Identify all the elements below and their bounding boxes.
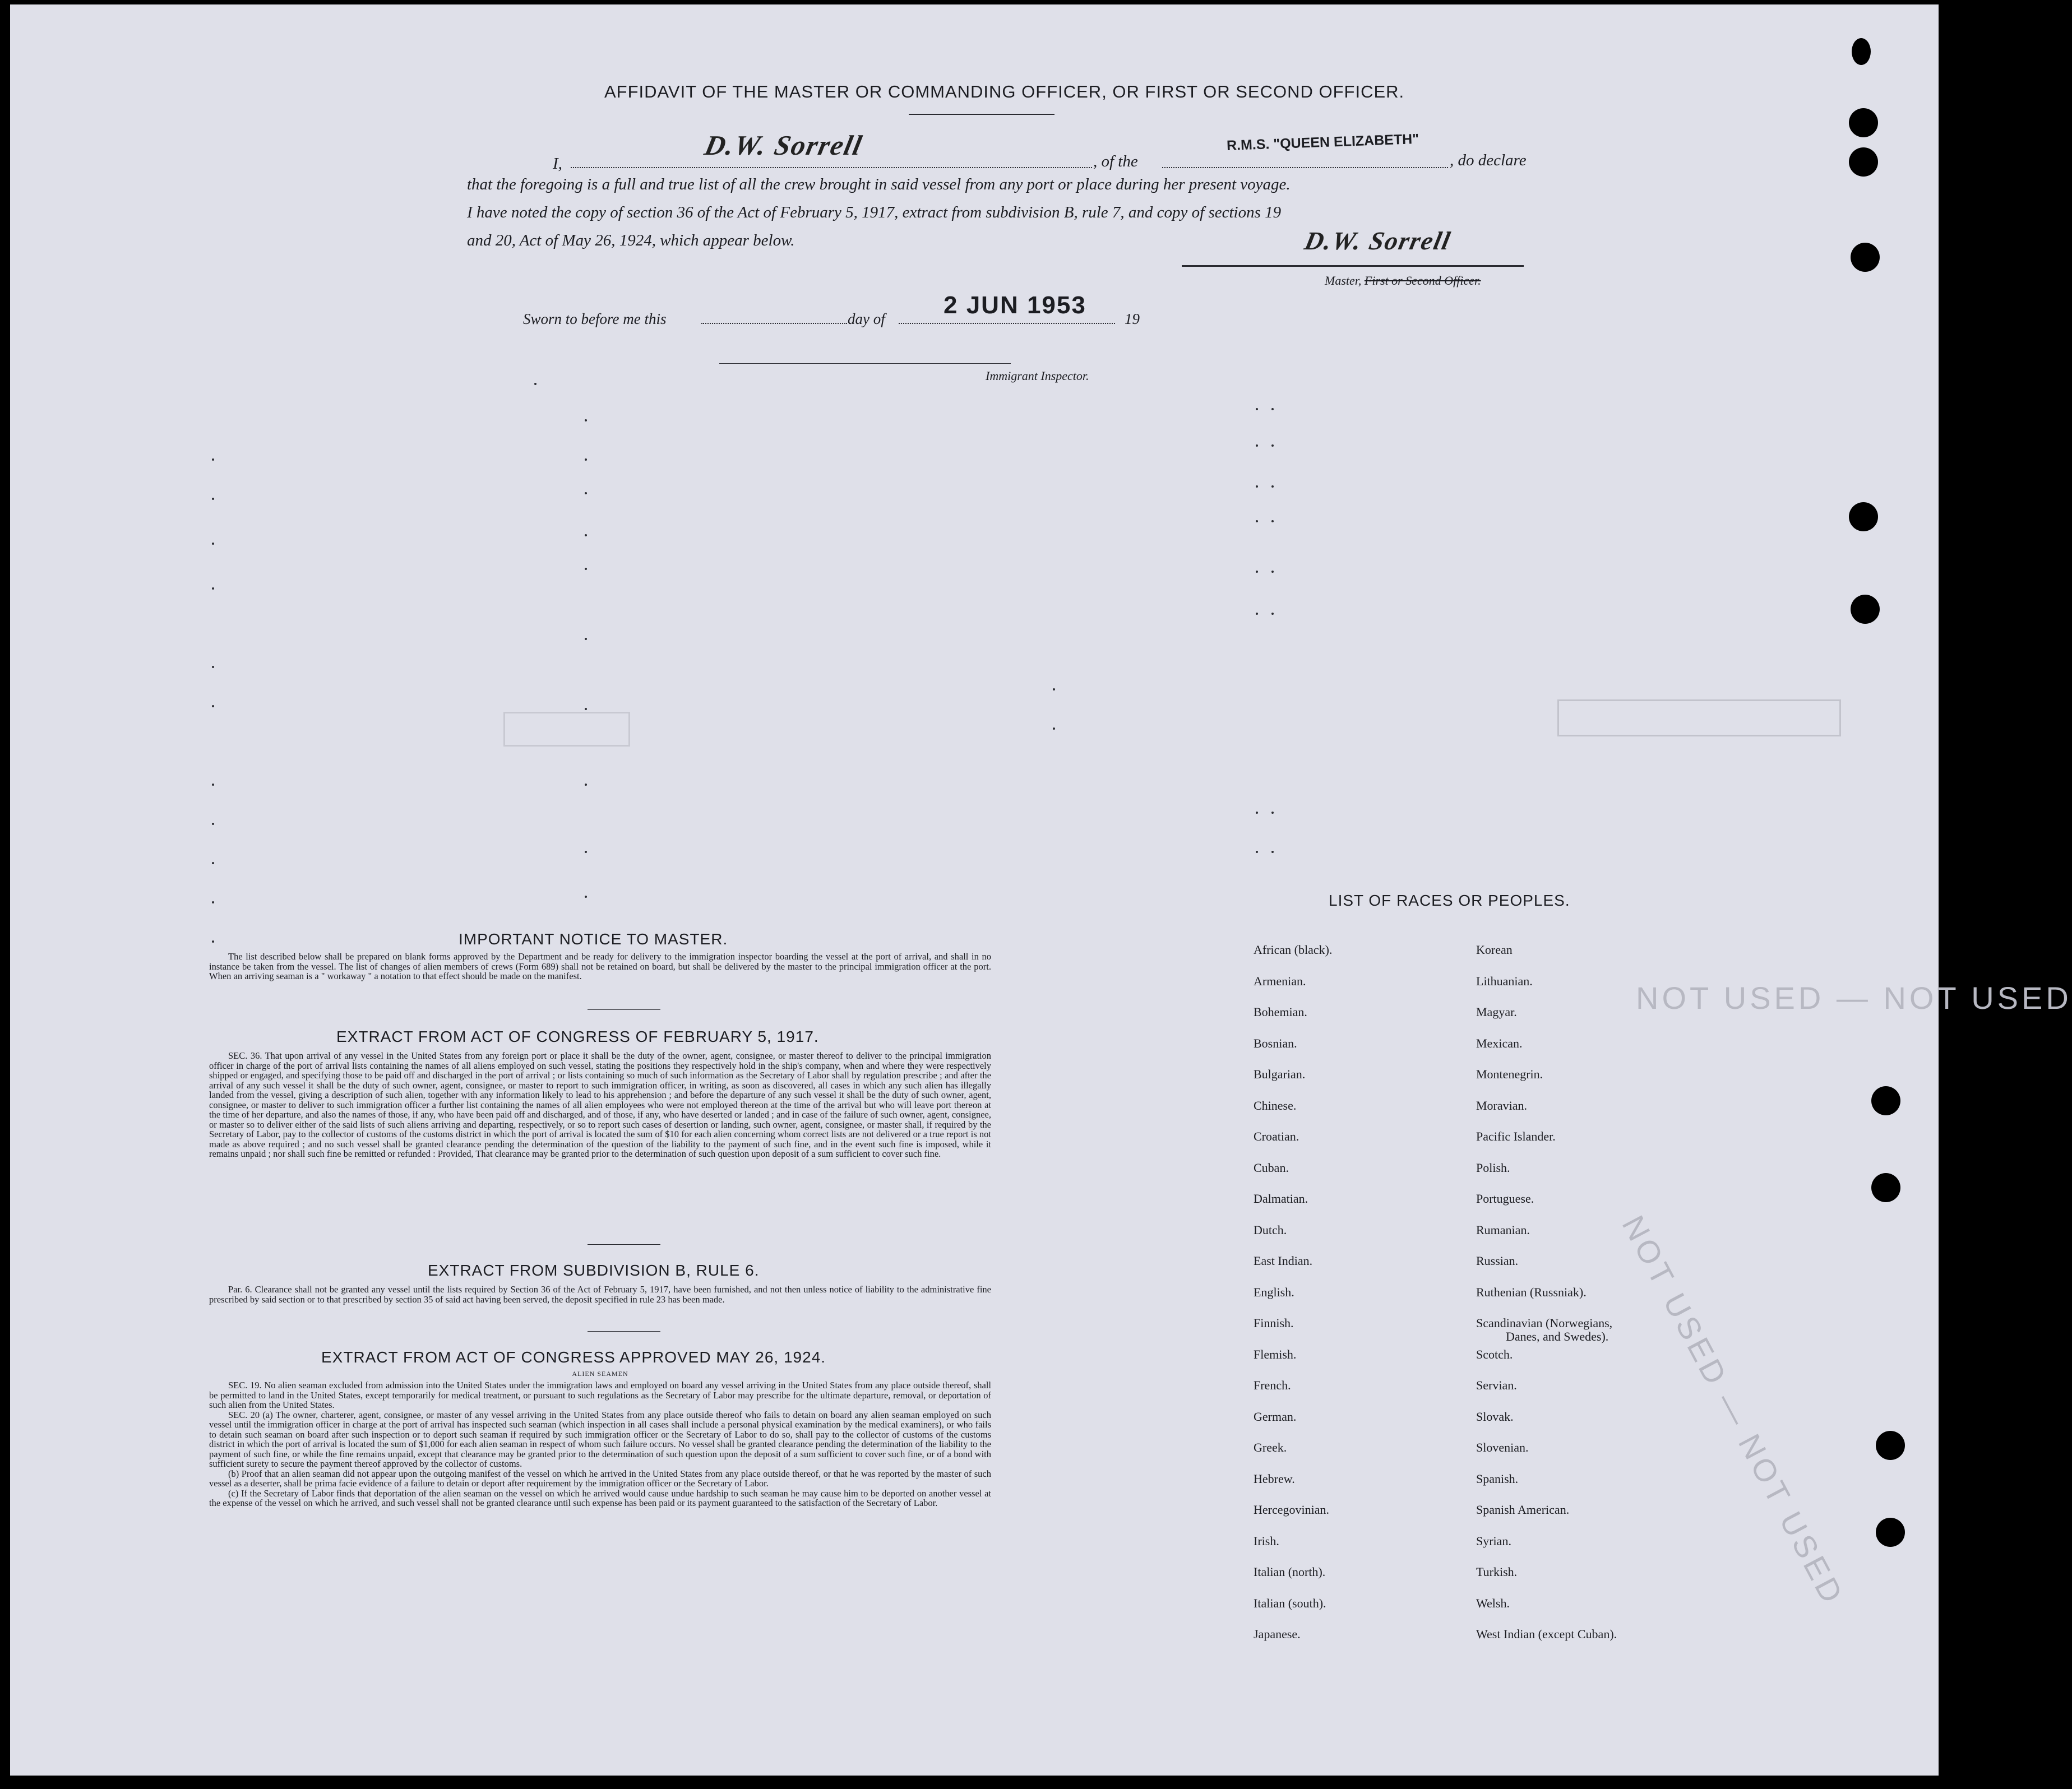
race-item: Dalmatian. (1254, 1192, 1308, 1206)
guide-dot (585, 784, 587, 786)
punch-hole (1852, 38, 1871, 65)
do-declare-label: , do declare (1450, 151, 1527, 169)
rule6-paragraph: Par. 6. Clearance shall not be granted any vessel until the lists required by Section 36 of the Act of February 5, 1917, have been furnished, and not then unless notice of liability to the administrative fine prescribed by said section or to that prescribed by section 35 of said act having been served, the deposit specified in rule 23 has been made. (209, 1284, 991, 1305)
race-item: German. (1254, 1409, 1297, 1424)
guide-dot (585, 708, 587, 710)
document-sheet (10, 4, 2072, 1776)
race-item: Moravian. (1476, 1098, 1528, 1113)
guide-dot (585, 534, 587, 536)
race-item: Portuguese. (1476, 1192, 1534, 1206)
race-item: Bosnian. (1254, 1036, 1297, 1050)
races-title: LIST OF RACES OR PEOPLES. (1329, 892, 1570, 909)
race-item: West Indian (except Cuban). (1476, 1627, 1617, 1641)
race-item: Cuban. (1254, 1160, 1289, 1175)
struck-officer-roles: First or Second Officer. (1364, 274, 1481, 288)
race-item: Hebrew. (1254, 1471, 1295, 1486)
guide-dot (212, 940, 214, 943)
race-item: Italian (north). (1254, 1565, 1326, 1579)
vessel-name-stamp: R.M.S. "QUEEN ELIZABETH" (1226, 131, 1419, 154)
guide-dot (1256, 613, 1258, 615)
section-20b-paragraph: (b) Proof that an alien seaman did not appear upon the outgoing manifest of the vessel on which he arrived in the United States from any place outside thereof, or that he was reported by the master of such vessel as a deserter, shall be prima facie evidence of a failure to detain or deport after requirement by the immigration officer or the Secretary of Labor. (209, 1468, 991, 1489)
race-item: Flemish. (1254, 1347, 1297, 1361)
guide-dot (212, 543, 214, 545)
race-item: Welsh. (1476, 1596, 1510, 1610)
race-item: Magyar. (1476, 1005, 1517, 1019)
master-signature: D.W. Sorrell (1302, 226, 1454, 255)
section-20a-paragraph: SEC. 20 (a) The owner, charterer, agent, consignee, or master of any vessel arriving in the United States from any place outside thereof who fails to detain on board any alien seaman employed on such vessel until the immigration officer in charge at the port of arrival has inspected such seaman (which inspection in all cases shall include a personal physical examination by the medical examiners), or who fails to detain such seaman on board after such inspection or to deport such seaman if required by such immigration officer or the Secretary of Labor to do so, shall pay to the collector of customs of the customs district in which the port of arrival is located the sum of $1,000 for each alien seaman in respect of whom such failure occurs. No vessel shall be granted clearance pending the determination of the liability to the payment of such fine, or while the fine remains unpaid, except that clearance may be granted prior to the determination of such question upon the deposit of a sum sufficient to cover such fine, or of a bond with sufficient surety to secure the payment thereof approved by the collector of customs. (209, 1409, 991, 1469)
race-item: Russian. (1476, 1254, 1519, 1268)
notice-title: IMPORTANT NOTICE TO MASTER. (459, 930, 728, 948)
race-item: Hercegovinian. (1254, 1503, 1329, 1517)
master-label: Master, (1325, 274, 1362, 288)
race-item: Mexican. (1476, 1036, 1523, 1050)
race-item: Spanish American. (1476, 1503, 1570, 1517)
extract-1924-body (209, 1380, 991, 1508)
race-item: Rumanian. (1476, 1222, 1530, 1237)
date-stamp: 2 JUN 1953 (943, 291, 1086, 319)
guide-dot (212, 784, 214, 786)
declaration-line-1: that the foregoing is a full and true list of all the crew brought in said vessel from any port or place during her present voyage. (467, 175, 1291, 193)
race-item: Korean (1476, 943, 1513, 957)
sworn-month-line (899, 323, 1115, 324)
guide-dot (585, 896, 587, 898)
race-item: African (black). (1254, 943, 1333, 957)
declarant-name-line (571, 167, 1092, 168)
guide-dot (1271, 613, 1274, 615)
punch-hole (1871, 1173, 1900, 1202)
guide-dot (1053, 727, 1055, 730)
section-19-paragraph: SEC. 19. No alien seaman excluded from admission into the United States under the immigration laws and employed on board any vessel arriving in the United States from any place outside thereof, shall be permitted to land in the United States, except temporarily for medical treatment, or pursuant to such regulations as the Secretary of Labor may prescribe for the ultimate departure, removal, or deportation of such alien from the United States. (209, 1380, 991, 1410)
guide-dot (534, 383, 536, 385)
section-20c-paragraph: (c) If the Secretary of Labor finds that deportation of the alien seaman on the vessel on which he arrived would cause undue hardship to such seaman he may cause him to be deported on another vessel at the expense of the vessel on which he arrived, and such vessel shall not be granted clearance until such expense has been paid or its payment guaranteed to the satisfaction of the Secretary of Labor. (209, 1487, 991, 1508)
race-item: Irish. (1254, 1533, 1279, 1548)
race-item: Pacific Islander. (1476, 1129, 1556, 1143)
guide-dot (585, 638, 587, 640)
guide-dot (212, 901, 214, 903)
punch-hole (1876, 1431, 1905, 1460)
guide-dot (1271, 812, 1274, 814)
year-prefix: 19 (1125, 310, 1140, 327)
guide-dot (1053, 688, 1055, 690)
race-item: Greek. (1254, 1440, 1287, 1454)
race-item: Servian. (1476, 1378, 1517, 1392)
race-item: English. (1254, 1285, 1294, 1299)
guide-dot (585, 458, 587, 461)
guide-dot (1271, 485, 1274, 488)
guide-dot (212, 862, 214, 864)
punch-hole (1876, 1518, 1905, 1547)
race-item: Scandinavian (Norwegians, (1476, 1316, 1613, 1330)
guide-dot (1256, 812, 1258, 814)
race-item: Turkish. (1476, 1565, 1518, 1579)
punch-hole (1849, 108, 1878, 137)
guide-dot (1256, 851, 1258, 853)
bleed-through-box (503, 712, 630, 747)
punch-hole (1851, 595, 1880, 624)
inspector-signature-line (719, 363, 1011, 364)
guide-dot (212, 823, 214, 825)
punch-hole (1851, 243, 1880, 272)
rule6-body (209, 1285, 991, 1304)
extract-1917-divider (588, 1244, 660, 1245)
guide-dot (585, 492, 587, 494)
bleed-through-rotated-text: NOT USED — NOT USED (1615, 1209, 1852, 1611)
guide-dot (585, 851, 587, 853)
rule6-title: EXTRACT FROM SUBDIVISION B, RULE 6. (428, 1262, 760, 1279)
race-item: Slovak. (1476, 1409, 1514, 1424)
race-item: Spanish. (1476, 1471, 1519, 1486)
race-item: Danes, and Swedes). (1506, 1329, 1609, 1343)
race-item: Dutch. (1254, 1222, 1287, 1237)
guide-dot (212, 587, 214, 590)
punch-hole (1849, 502, 1878, 531)
notice-divider (588, 1009, 660, 1010)
guide-dot (1256, 485, 1258, 488)
master-role-label (1325, 274, 1481, 288)
race-item: Montenegrin. (1476, 1067, 1543, 1081)
guide-dot (1256, 571, 1258, 573)
race-item: Chinese. (1254, 1098, 1297, 1113)
bleed-through-box (1557, 699, 1841, 736)
race-item: Croatian. (1254, 1129, 1299, 1143)
section-36-paragraph: SEC. 36. That upon arrival of any vessel in the United States from any foreign port or place it shall be the duty of the owner, agent, consignee, or master thereof to deliver to the principal immigration officer in charge of the port of arrival lists containing the names of all aliens employed on such vessel, stating the positions they respectively hold in the ship's company, when and where they were respectively shipped or engaged, and specifying those to be paid off and discharged in the port of arrival ; or lists containing so much of such information as the Secretary of Labor shall by regulation prescribe ; and after the arrival of any such vessel it shall be the duty of such owner, agent, consignee, or master to report to such immigration officer, in writing, as soon as discovered, all cases in which any such alien has illegally landed from the vessel, giving a description of such alien, together with any information likely to lead to his apprehension ; and before the departure of any such vessel it shall be the duty of such owner, agent, consignee, or master to deliver to such immigration officer a further list containing the names of all alien employees who were not employed thereon at the time of the arrival but who will leave port thereon at the time of her departure, and also the names of those, if any, who have been paid off and discharged, and of those, if any, who have deserted or landed ; and in case of the failure of such owner, agent, consignee, or master so to deliver either of the said lists of such aliens arriving and departing, respectively, or so to report such cases of desertion or landing, such owner, agent, consignee, or master shall, if required by the Secretary of Labor, pay to the collector of customs of the customs district in which the port of arrival is located the sum of $10 for each alien concerning whom correct lists are not delivered or a true report is not made as above required ; and no such vessel shall be granted clearance pending the determination of the question of the liability to the payment of such fine, and in the event such fine is imposed, while it remains unpaid ; nor shall such fine be remitted or refunded : Provided, That clearance may be granted prior to the determination of such question upon deposit of a sum sufficient to cover such fine. (209, 1050, 991, 1159)
declaration-line-3: and 20, Act of May 26, 1924, which appear below. (467, 231, 795, 249)
race-item: Armenian. (1254, 974, 1306, 988)
notice-paragraph: The list described below shall be prepared on blank forms approved by the Department and be ready for delivery to the immigration inspector boarding the vessel at the port of arrival, and shall in no instance be taken from the vessel. The list of changes of alien members of crews (Form 689) shall not be retained on board, but shall be delivered by the master to the principal immigration officer at the port. When an arriving seaman is a " workaway " a notation to that effect should be made on the manifest. (209, 951, 991, 981)
day-of-label: day of (848, 310, 885, 327)
guide-dot (1271, 520, 1274, 522)
declaration-line-2: I have noted the copy of section 36 of the Act of February 5, 1917, extract from subdivision B, rule 7, and copy of sections 19 (467, 203, 1282, 221)
race-item: Bohemian. (1254, 1005, 1307, 1019)
extract-1924-title: EXTRACT FROM ACT OF CONGRESS APPROVED MAY 26, 1924. (321, 1348, 826, 1366)
vessel-name-line (1162, 167, 1448, 168)
punch-hole (1871, 1086, 1900, 1115)
guide-dot (1256, 408, 1258, 410)
alien-seamen-subtitle: ALIEN SEAMEN (572, 1370, 628, 1378)
sworn-prefix: Sworn to before me this (523, 310, 667, 327)
bleed-through-text: NOT USED — NOT USED (1636, 980, 2072, 1016)
declarant-signature: D.W. Sorrell (702, 129, 866, 161)
rule6-divider (588, 1331, 660, 1332)
race-item: French. (1254, 1378, 1291, 1392)
guide-dot (585, 568, 587, 570)
title-underline (909, 114, 1054, 115)
race-item: Syrian. (1476, 1533, 1511, 1548)
race-item: East Indian. (1254, 1254, 1313, 1268)
guide-dot (1271, 571, 1274, 573)
race-item: Bulgarian. (1254, 1067, 1306, 1081)
punch-hole (1849, 147, 1878, 177)
guide-dot (1271, 851, 1274, 853)
extract-1917-body (209, 1051, 991, 1159)
race-item: Polish. (1476, 1160, 1510, 1175)
guide-dot (585, 419, 587, 421)
master-signature-line (1182, 265, 1524, 267)
of-the-label: , of the (1093, 152, 1138, 170)
race-item: Ruthenian (Russniak). (1476, 1285, 1587, 1299)
extract-1917-title: EXTRACT FROM ACT OF CONGRESS OF FEBRUARY 5, 1917. (336, 1028, 819, 1045)
race-item: Finnish. (1254, 1316, 1294, 1330)
race-item: Italian (south). (1254, 1596, 1326, 1610)
notice-body (209, 952, 991, 981)
guide-dot (1271, 444, 1274, 447)
guide-dot (1271, 408, 1274, 410)
affidavit-title: AFFIDAVIT OF THE MASTER OR COMMANDING OFFICER, OR FIRST OR SECOND OFFICER. (604, 82, 1405, 101)
guide-dot (212, 666, 214, 668)
race-item: Lithuanian. (1476, 974, 1533, 988)
guide-dot (1256, 444, 1258, 447)
race-item: Scotch. (1476, 1347, 1513, 1361)
guide-dot (212, 458, 214, 461)
inspector-label: Immigrant Inspector. (986, 369, 1089, 383)
race-item: Japanese. (1254, 1627, 1301, 1641)
sworn-day-line (701, 323, 847, 324)
race-item: Slovenian. (1476, 1440, 1529, 1454)
declaration-i-label: I, (553, 155, 562, 173)
guide-dot (212, 705, 214, 707)
guide-dot (212, 498, 214, 500)
guide-dot (1256, 520, 1258, 522)
